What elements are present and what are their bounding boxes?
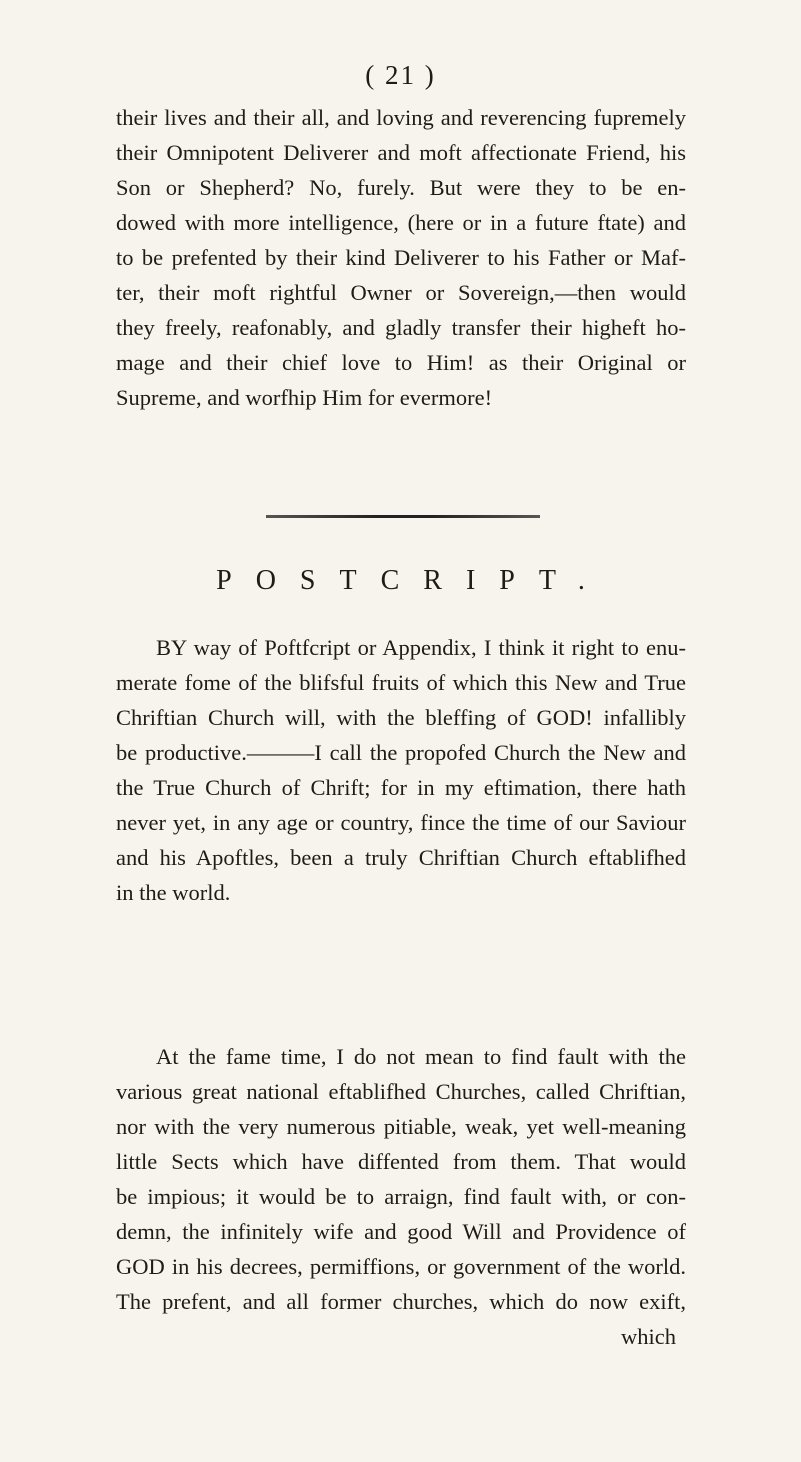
text-line: various great national eftablifhed Churches, called Chriftian, (116, 1079, 686, 1104)
text-line: be impious; it would be to arraign, find fault with, or con- (116, 1184, 686, 1209)
text-line: At the fame time, I do not mean to find fault with the (156, 1044, 686, 1069)
text-line: they freely, reafonably, and gladly transfer their higheft ho- (116, 315, 686, 340)
text-line: the True Church of Chrift; for in my eftimation, there hath (116, 775, 686, 800)
text-line: GOD in his decrees, permiffions, or government of the world. (116, 1254, 686, 1279)
text-line: merate fome of the blifsful fruits of which this New and True (116, 670, 686, 695)
postscript-paragraph (116, 630, 686, 910)
text-line: Son or Shepherd? No, furely. But were they to be en- (116, 175, 686, 200)
catchword: which (621, 1324, 676, 1349)
text-line: Chriftian Church will, with the bleffing of GOD! infallibly (116, 705, 686, 730)
text-line: demn, the infinitely wife and good Will and Providence of (116, 1219, 686, 1244)
section-divider (266, 515, 540, 518)
page-number: ( 21 ) (365, 60, 436, 90)
text-line: and his Apoftles, been a truly Chriftian Church eftablifhed (116, 845, 686, 870)
text-line: nor with the very numerous pitiable, weak, yet well-meaning (116, 1114, 686, 1139)
text-line: be productive.———I call the propofed Church the New and (116, 740, 686, 765)
text-line: little Sects which have diffented from them. That would (116, 1149, 686, 1174)
text-line: The prefent, and all former churches, which do now exift, (116, 1289, 686, 1314)
text-line: Supreme, and worfhip Him for evermore! (116, 385, 493, 410)
section-heading: POSTCRIPT. (216, 565, 609, 596)
text-line: their Omnipotent Deliverer and moft affectionate Friend, his (116, 140, 686, 165)
text-line: mage and their chief love to Him! as their Original or (116, 350, 686, 375)
text-line: BY way of Poftfcript or Appendix, I think it right to enu- (156, 635, 686, 660)
text-line: their lives and their all, and loving and reverencing fupremely (116, 105, 686, 130)
text-line: in the world. (116, 880, 231, 905)
text-line: dowed with more intelligence, (here or in a future ftate) and (116, 210, 686, 235)
text-line: ter, their moft rightful Owner or Sovereign,—then would (116, 280, 686, 305)
body-paragraph (116, 1039, 686, 1354)
text-line: to be prefented by their kind Deliverer to his Father or Maf- (116, 245, 686, 270)
intro-paragraph (116, 100, 686, 415)
text-line: never yet, in any age or country, fince the time of our Saviour (116, 810, 686, 835)
